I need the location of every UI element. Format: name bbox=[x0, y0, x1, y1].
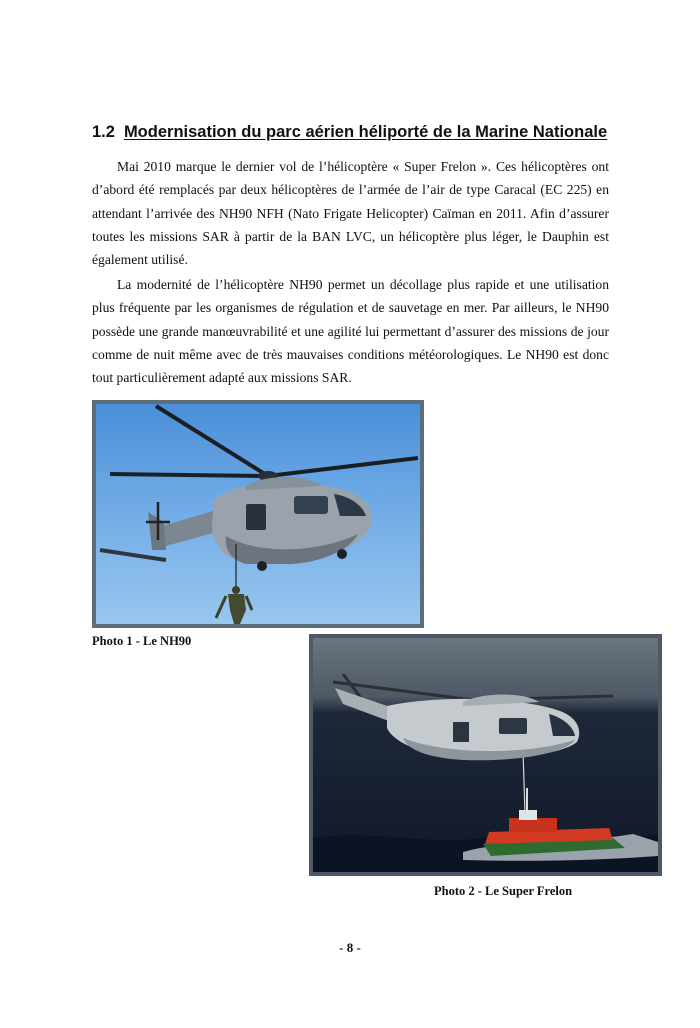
section-number: 1.2 bbox=[92, 123, 115, 141]
paragraph-text: Mai 2010 marque le dernier vol de l’hélicoptère « Super Frelon ». Ces hélicoptères ont d’abord été remplacés par deux hélicoptères de l’armée de l’air de type Caracal (EC 225) en attendant l’arrivée des NH90 NFH (Nato Frigate Helicopter) Caïman en 2011. Afin d’assurer toutes les missions SAR à partir de la BAN LVC, un hélicoptère plus léger, le Dauphin est également utilisé. bbox=[92, 159, 609, 268]
page-number: - 8 - bbox=[339, 940, 361, 955]
paragraph-text: La modernité de l’hélicoptère NH90 permet un décollage plus rapide et une utilisation plus fréquente par les organismes de régulation et de sauvetage en mer. Par ailleurs, le NH90 possède une grande manœuvrabilité et une agilité lui permettant d’assurer des missions de jour comme de nuit même avec de très mauvaises conditions météorologiques. Le NH90 est donc tout particulièrement adapté aux missions SAR. bbox=[92, 277, 609, 386]
photo-caption-1: Photo 1 - Le NH90 bbox=[92, 634, 192, 648]
section-title: Modernisation du parc aérien héliporté de la Marine Nationale bbox=[123, 123, 608, 141]
photo-super-frelon bbox=[309, 634, 662, 876]
paragraph-2 bbox=[92, 273, 609, 389]
paragraph-1 bbox=[92, 155, 609, 271]
photo-caption-2: Photo 2 - Le Super Frelon bbox=[434, 884, 573, 898]
nh90-helicopter-illustration bbox=[96, 404, 420, 624]
section-heading bbox=[92, 121, 652, 143]
photo-nh90 bbox=[92, 400, 424, 628]
super-frelon-illustration bbox=[313, 638, 658, 872]
